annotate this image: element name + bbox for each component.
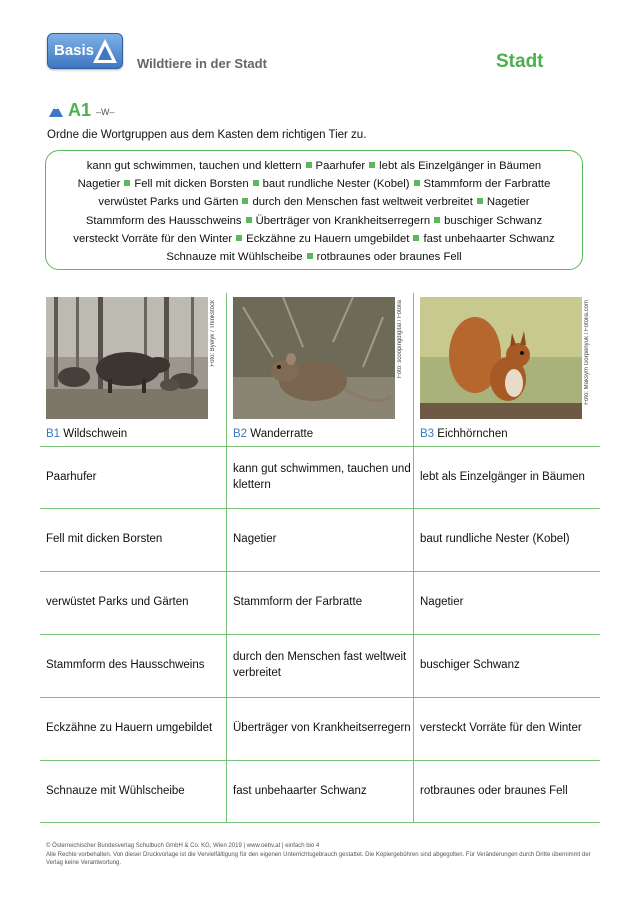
word-group: durch den Menschen fast weltweit verbreitet [252, 196, 473, 209]
separator-square-icon [477, 198, 483, 204]
photo-credit: Foto: Byelyk / Thinkstock [210, 300, 216, 367]
mountain-level-icon [49, 104, 63, 117]
task-level: –W– [96, 107, 115, 117]
figure-code: B2 [233, 428, 248, 440]
word-group: baut rundliche Nester (Kobel) [262, 178, 410, 191]
table-cell: Nagetier [420, 596, 464, 608]
word-group: Überträger von Krankheitserregern [255, 214, 431, 227]
photo-credit: Foto: scoopingdigital / Fotolia [397, 300, 403, 379]
word-box-line [54, 248, 574, 266]
word-group: Nagetier [486, 196, 530, 209]
word-group: buschiger Schwanz [444, 214, 543, 227]
table-cell: baut rundliche Nester (Kobel) [420, 533, 570, 545]
animal-name: Wanderratte [250, 428, 314, 440]
squirrel-photo [420, 297, 582, 419]
separator-square-icon [306, 162, 312, 168]
word-group: Fell mit dicken Borsten [134, 178, 249, 191]
animal-label-b1 [46, 428, 127, 440]
separator-square-icon [307, 253, 313, 259]
photo-credit: Foto: Maksym Gorpenyuk / Fotolia.com [584, 300, 590, 405]
separator-square-icon [434, 217, 440, 223]
wild-boar-photo [46, 297, 208, 419]
word-group: lebt als Einzelgänger in Bäumen [379, 160, 542, 172]
publisher-logo [47, 33, 123, 69]
word-group: kann gut schwimmen, tauchen und klettern [86, 160, 302, 172]
word-group: Paarhufer [315, 160, 366, 172]
word-box-line [54, 175, 574, 193]
footer [46, 842, 596, 868]
separator-square-icon [414, 180, 420, 186]
word-group: Stammform der Farbratte [423, 178, 551, 191]
word-group: verwüstet Parks und Gärten [98, 196, 239, 209]
word-group: rotbraunes oder braunes Fell [316, 251, 462, 264]
table-cell: durch den Menschen fast weltweit verbreitet [233, 651, 407, 679]
task-instruction: Ordne die Wortgruppen aus dem Kasten dem richtigen Tier zu. [47, 129, 367, 141]
section-title: Stadt [496, 51, 544, 72]
animal-name: Eichhörnchen [437, 428, 508, 440]
table-cell: Nagetier [233, 533, 277, 545]
table-cell: Stammform des Hausschweins [46, 659, 205, 671]
word-group: Eckzähne zu Hauern umgebildet [246, 232, 410, 245]
row-divider [40, 822, 600, 823]
animal-name: Wildschwein [63, 428, 128, 440]
separator-square-icon [253, 180, 259, 186]
separator-square-icon [236, 235, 242, 241]
table-cell: Schnauze mit Wühlscheibe [46, 785, 185, 797]
animal-label-b2 [233, 428, 313, 440]
column-divider [226, 293, 227, 823]
word-group: fast unbehaarter Schwanz [423, 232, 555, 245]
table-cell: Eckzähne zu Hauern umgebildet [46, 722, 213, 734]
word-box-line [54, 157, 574, 175]
worksheet-topic: Wildtiere in der Stadt [137, 56, 267, 71]
separator-square-icon [369, 162, 375, 168]
word-group: Nagetier [77, 178, 121, 191]
table-cell: fast unbehaarter Schwanz [233, 785, 367, 797]
copyright-line: © Österreichischer Bundesverlag Schulbuch GmbH & Co. KG, Wien 2019 | www.oebv.at | einfach bio 4 [46, 843, 320, 849]
rights-notice: Alle Rechte vorbehalten. Von dieser Druckvorlage ist die Vervielfältigung für den eigenen Unterrichtsgebrauch gestattet. Die Kopiergebühren sind abgegolten. Für Veränderungen durch Dritte übernimmt der Verlag keine Verantwortung. [46, 851, 591, 866]
table-cell: verwüstet Parks und Gärten [46, 596, 189, 608]
table-cell: Überträger von Krankheitserregern [233, 722, 411, 734]
triangle-logo-icon [92, 38, 118, 64]
logo-text: Basis [54, 42, 95, 59]
table-cell: Fell mit dicken Borsten [46, 533, 163, 545]
word-box-line [54, 230, 574, 248]
word-box [45, 150, 583, 270]
task-number: A1 [68, 100, 92, 120]
separator-square-icon [124, 180, 130, 186]
table-cell: rotbraunes oder braunes Fell [420, 785, 568, 797]
table-cell: Stammform der Farbratte [233, 596, 363, 608]
word-box-line [54, 193, 574, 211]
separator-square-icon [246, 217, 252, 223]
table-cell: lebt als Einzelgänger in Bäumen [420, 471, 585, 483]
table-cell: kann gut schwimmen, tauchen und klettern [233, 463, 411, 491]
figure-code: B1 [46, 428, 61, 440]
word-box-line [54, 212, 574, 230]
table-cell: buschiger Schwanz [420, 659, 520, 671]
table-cell: versteckt Vorräte für den Winter [420, 722, 582, 734]
figure-code: B3 [420, 428, 435, 440]
animal-label-b3 [420, 428, 508, 440]
word-group: versteckt Vorräte für den Winter [73, 232, 233, 245]
separator-square-icon [413, 235, 419, 241]
word-group: Stammform des Hausschweins [85, 214, 242, 227]
table-cell: Paarhufer [46, 471, 97, 483]
column-divider [413, 293, 414, 823]
separator-square-icon [242, 198, 248, 204]
word-group: Schnauze mit Wühlscheibe [166, 251, 303, 264]
brown-rat-photo [233, 297, 395, 419]
